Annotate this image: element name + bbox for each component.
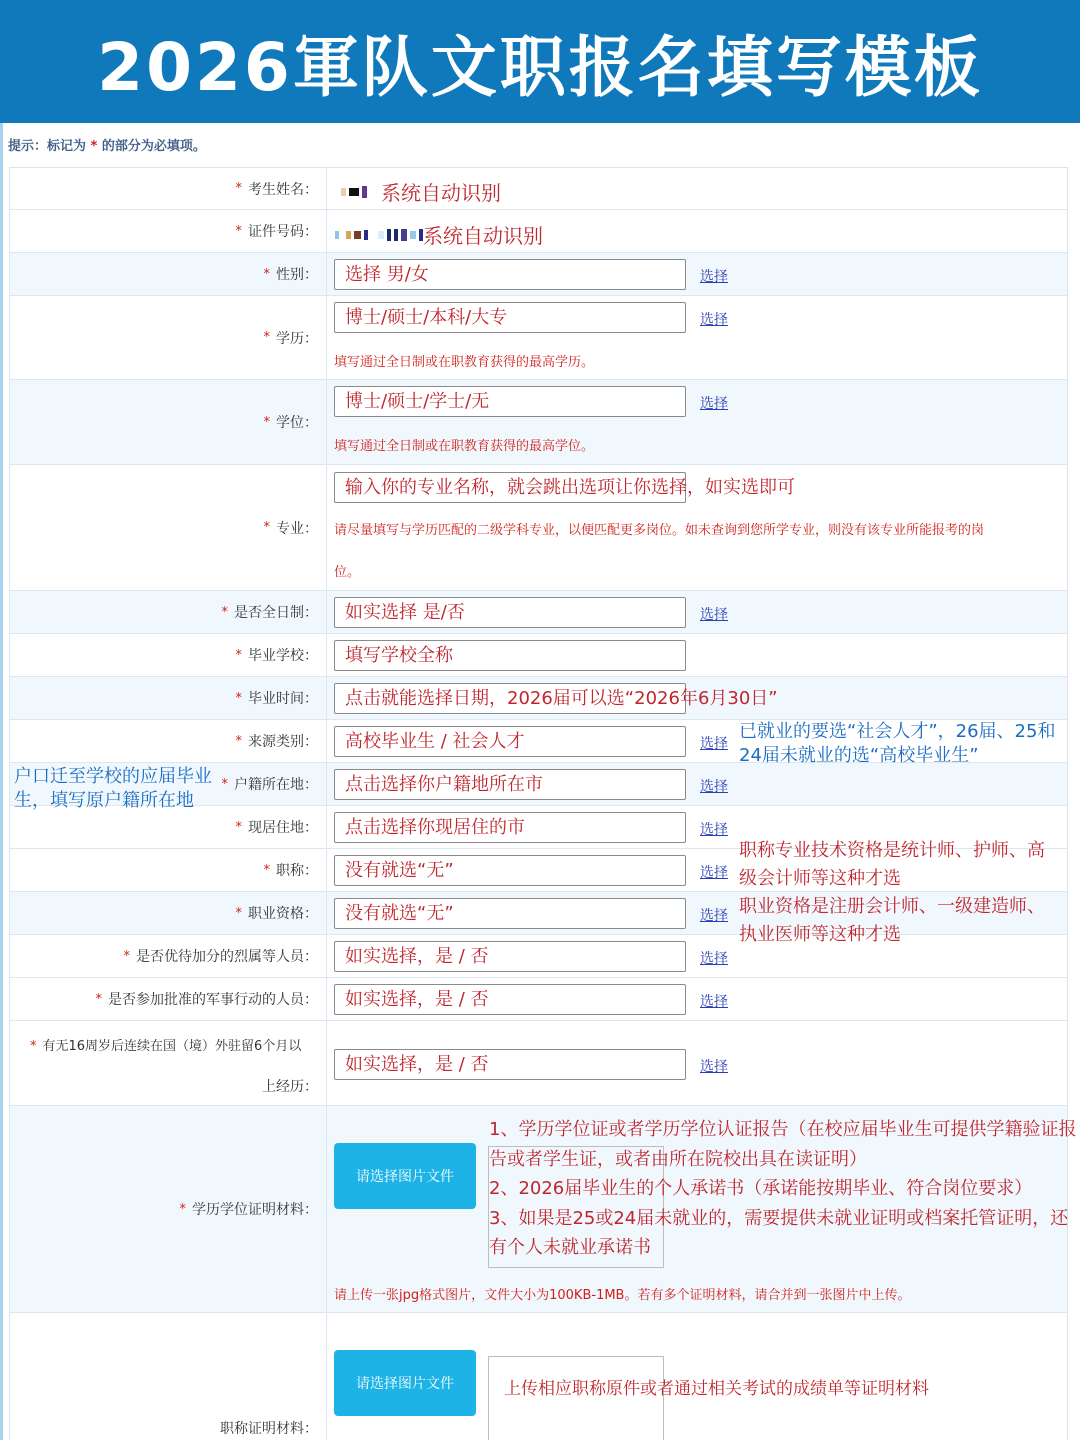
edu-proof-description: 1、学历学位证或者学历学位认证报告（在校应届毕业生可提供学籍验证报告或者学生证，或者由所在院校出具在读证明） 2、2026届毕业生的个人承诺书（承诺能按期毕业、符合岗位要求） 3、如果是25或24届未就业的，需要提供未就业证明或档案托管证明，还有个人未就业承诺书 <box>489 1119 1077 1258</box>
row-residence: * 现居住地： 点击选择你现居住的市 选择 <box>10 806 1067 849</box>
military-action-select-link[interactable]: 选择 <box>700 994 728 1010</box>
label-grad-time: 毕业时间： <box>248 691 318 707</box>
hukou-tip-annotation: 户口迁至学校的应届毕业生，填写原户籍所在地 <box>14 766 212 811</box>
edu-proof-upload-button[interactable]: 请选择图片文件 <box>334 1143 476 1209</box>
row-major: * 专业： 输入你的专业名称，就会跳出选项让你选择，如实选即可 请尽量填写与学历匹配的二级学科专业，以便匹配更多岗位。如未查询到您所学专业，则没有该专业所能报考的岗 位。 <box>10 465 1067 591</box>
major-input[interactable]: 输入你的专业名称，就会跳出选项让你选择，如实选即可 <box>334 472 686 503</box>
education-select-link[interactable]: 选择 <box>700 312 728 328</box>
label-source-type: 来源类别： <box>248 734 318 750</box>
row-gender: * 性别： 选择 男/女 选择 <box>10 253 1067 296</box>
row-preferential: * 是否优待加分的烈属等人员： 如实选择，是 / 否 选择 <box>10 935 1067 978</box>
row-title: * 职称： 没有就选“无” 选择 <box>10 849 1067 892</box>
label-gender: 性别： <box>276 267 318 283</box>
title-tip-annotation: 职称专业技术资格是统计师、护师、高级会计师等这种才选 <box>739 840 1045 889</box>
row-military-action: * 是否参加批准的军事行动的人员： 如实选择，是 / 否 选择 <box>10 978 1067 1021</box>
label-residence: 现居住地： <box>248 820 318 836</box>
label-degree: 学位： <box>276 415 318 431</box>
full-time-input[interactable]: 如实选择 是/否 <box>334 597 686 628</box>
row-abroad: * 有无16周岁后连续在国（境）外驻留6个月以 上经历： 如实选择，是 / 否 选择 <box>10 1021 1067 1106</box>
qualification-input[interactable]: 没有就选“无” <box>334 898 686 929</box>
label-education: 学历： <box>276 330 318 347</box>
preferential-select-link[interactable]: 选择 <box>700 951 728 967</box>
label-qualification: 职业资格： <box>248 906 318 922</box>
source-type-input[interactable]: 高校毕业生 / 社会人才 <box>334 726 686 757</box>
label-full-time: 是否全日制： <box>234 605 318 621</box>
abroad-select-link[interactable]: 选择 <box>700 1059 728 1075</box>
label-title: 职称： <box>276 863 318 879</box>
id-number-value: 系统自动识别 <box>335 220 543 249</box>
row-hukou: * 户籍所在地： 点击选择你户籍地所在市 选择 <box>10 763 1067 806</box>
residence-input[interactable]: 点击选择你现居住的市 <box>334 812 686 843</box>
row-school: * 毕业学校： 填写学校全称 <box>10 634 1067 677</box>
major-note-cont: 位。 <box>334 565 361 580</box>
label-military-action: 是否参加批准的军事行动的人员： <box>108 992 318 1008</box>
label-hukou: 户籍所在地： <box>234 777 318 793</box>
label-preferential: 是否优待加分的烈属等人员： <box>136 949 318 965</box>
title-input[interactable]: 没有就选“无” <box>334 855 686 886</box>
label-edu-proof: 学历学位证明材料： <box>192 1202 318 1218</box>
row-qualification: * 职业资格： 没有就选“无” 选择 <box>10 892 1067 935</box>
label-school: 毕业学校： <box>248 648 318 664</box>
title-proof-description: 上传相应职称原件或者通过相关考试的成绩单等证明材料 <box>504 1379 929 1399</box>
row-edu-proof: * 学历学位证明材料： 请选择图片文件 1、学历学位证或者学历学位认证报告（在校应届毕业生可提供学籍验证报告或者学生证，或者由所在院校出具在读证明） 2、2026届毕业生的个人承诺书（承诺能按期毕业、符合岗位要求） 3、如果是25或24届未就业的，需要提供未就业证明或档案托管证明，还有个人未就业承诺书 请上传一张jpg格式图片，文件大小为100KB-1MB。若有多个证明材料，请合并到一张图片中上传。 <box>10 1106 1067 1313</box>
qualification-tip-annotation: 职业资格是注册会计师、一级建造师、执业医师等这种才选 <box>739 896 1045 945</box>
name-value: 系统自动识别 <box>341 177 501 206</box>
label-id-number: 证件号码： <box>248 224 318 240</box>
row-education: * 学历： 博士/硕士/本科/大专 选择 填写通过全日制或在职教育获得的最高学历。 <box>10 296 1067 380</box>
page-banner-title: 2026軍队文职报名填写模板 <box>0 0 1080 123</box>
gender-input[interactable]: 选择 男/女 <box>334 259 686 290</box>
abroad-input[interactable]: 如实选择，是 / 否 <box>334 1049 686 1080</box>
gender-select-link[interactable]: 选择 <box>700 269 728 285</box>
full-time-select-link[interactable]: 选择 <box>700 607 728 623</box>
source-tip-annotation: 已就业的要选“社会人才”，26届、25和24届未就业的选“高校毕业生” <box>739 721 1056 766</box>
label-major: 专业： <box>276 520 318 537</box>
row-name: * 考生姓名： 系统自动识别 <box>10 168 1067 210</box>
education-input[interactable]: 博士/硕士/本科/大专 <box>334 302 686 333</box>
military-action-input[interactable]: 如实选择，是 / 否 <box>334 984 686 1015</box>
title-proof-upload-button[interactable]: 请选择图片文件 <box>334 1350 476 1416</box>
row-source-type: * 来源类别： 高校毕业生 / 社会人才 选择 <box>10 720 1067 763</box>
label-name: 考生姓名： <box>248 181 318 198</box>
degree-select-link[interactable]: 选择 <box>700 396 728 412</box>
row-id-number: * 证件号码： 系统自动识别 <box>10 210 1067 253</box>
required-hint: 提示：标记为 * 的部分为必填项。 <box>8 139 206 154</box>
degree-input[interactable]: 博士/硕士/学士/无 <box>334 386 686 417</box>
major-note: 请尽量填写与学历匹配的二级学科专业，以便匹配更多岗位。如未查询到您所学专业，则没有该专业所能报考的岗 <box>334 523 985 538</box>
residence-select-link[interactable]: 选择 <box>700 822 728 838</box>
row-degree: * 学位： 博士/硕士/学士/无 选择 填写通过全日制或在职教育获得的最高学位。 <box>10 380 1067 465</box>
label-abroad: 有无16周岁后连续在国（境）外驻留6个月以 <box>42 1039 302 1054</box>
row-grad-time: * 毕业时间： 点击就能选择日期，2026届可以选“2026年6月30日” <box>10 677 1067 720</box>
degree-note: 填写通过全日制或在职教育获得的最高学位。 <box>334 439 595 454</box>
qualification-select-link[interactable]: 选择 <box>700 908 728 924</box>
education-note: 填写通过全日制或在职教育获得的最高学历。 <box>334 355 595 370</box>
grad-time-input[interactable]: 点击就能选择日期，2026届可以选“2026年6月30日” <box>334 683 686 714</box>
row-title-proof <box>10 1313 1067 1440</box>
title-select-link[interactable]: 选择 <box>700 865 728 881</box>
preferential-input[interactable]: 如实选择，是 / 否 <box>334 941 686 972</box>
edu-proof-note: 请上传一张jpg格式图片，文件大小为100KB-1MB。若有多个证明材料，请合并到一张图片中上传。 <box>334 1288 911 1303</box>
source-type-select-link[interactable]: 选择 <box>700 736 728 752</box>
label-title-proof: 职称证明材料： <box>220 1421 318 1437</box>
row-full-time: * 是否全日制： 如实选择 是/否 选择 <box>10 591 1067 634</box>
school-input[interactable]: 填写学校全称 <box>334 640 686 671</box>
hukou-input[interactable]: 点击选择你户籍地所在市 <box>334 769 686 800</box>
hukou-select-link[interactable]: 选择 <box>700 779 728 795</box>
